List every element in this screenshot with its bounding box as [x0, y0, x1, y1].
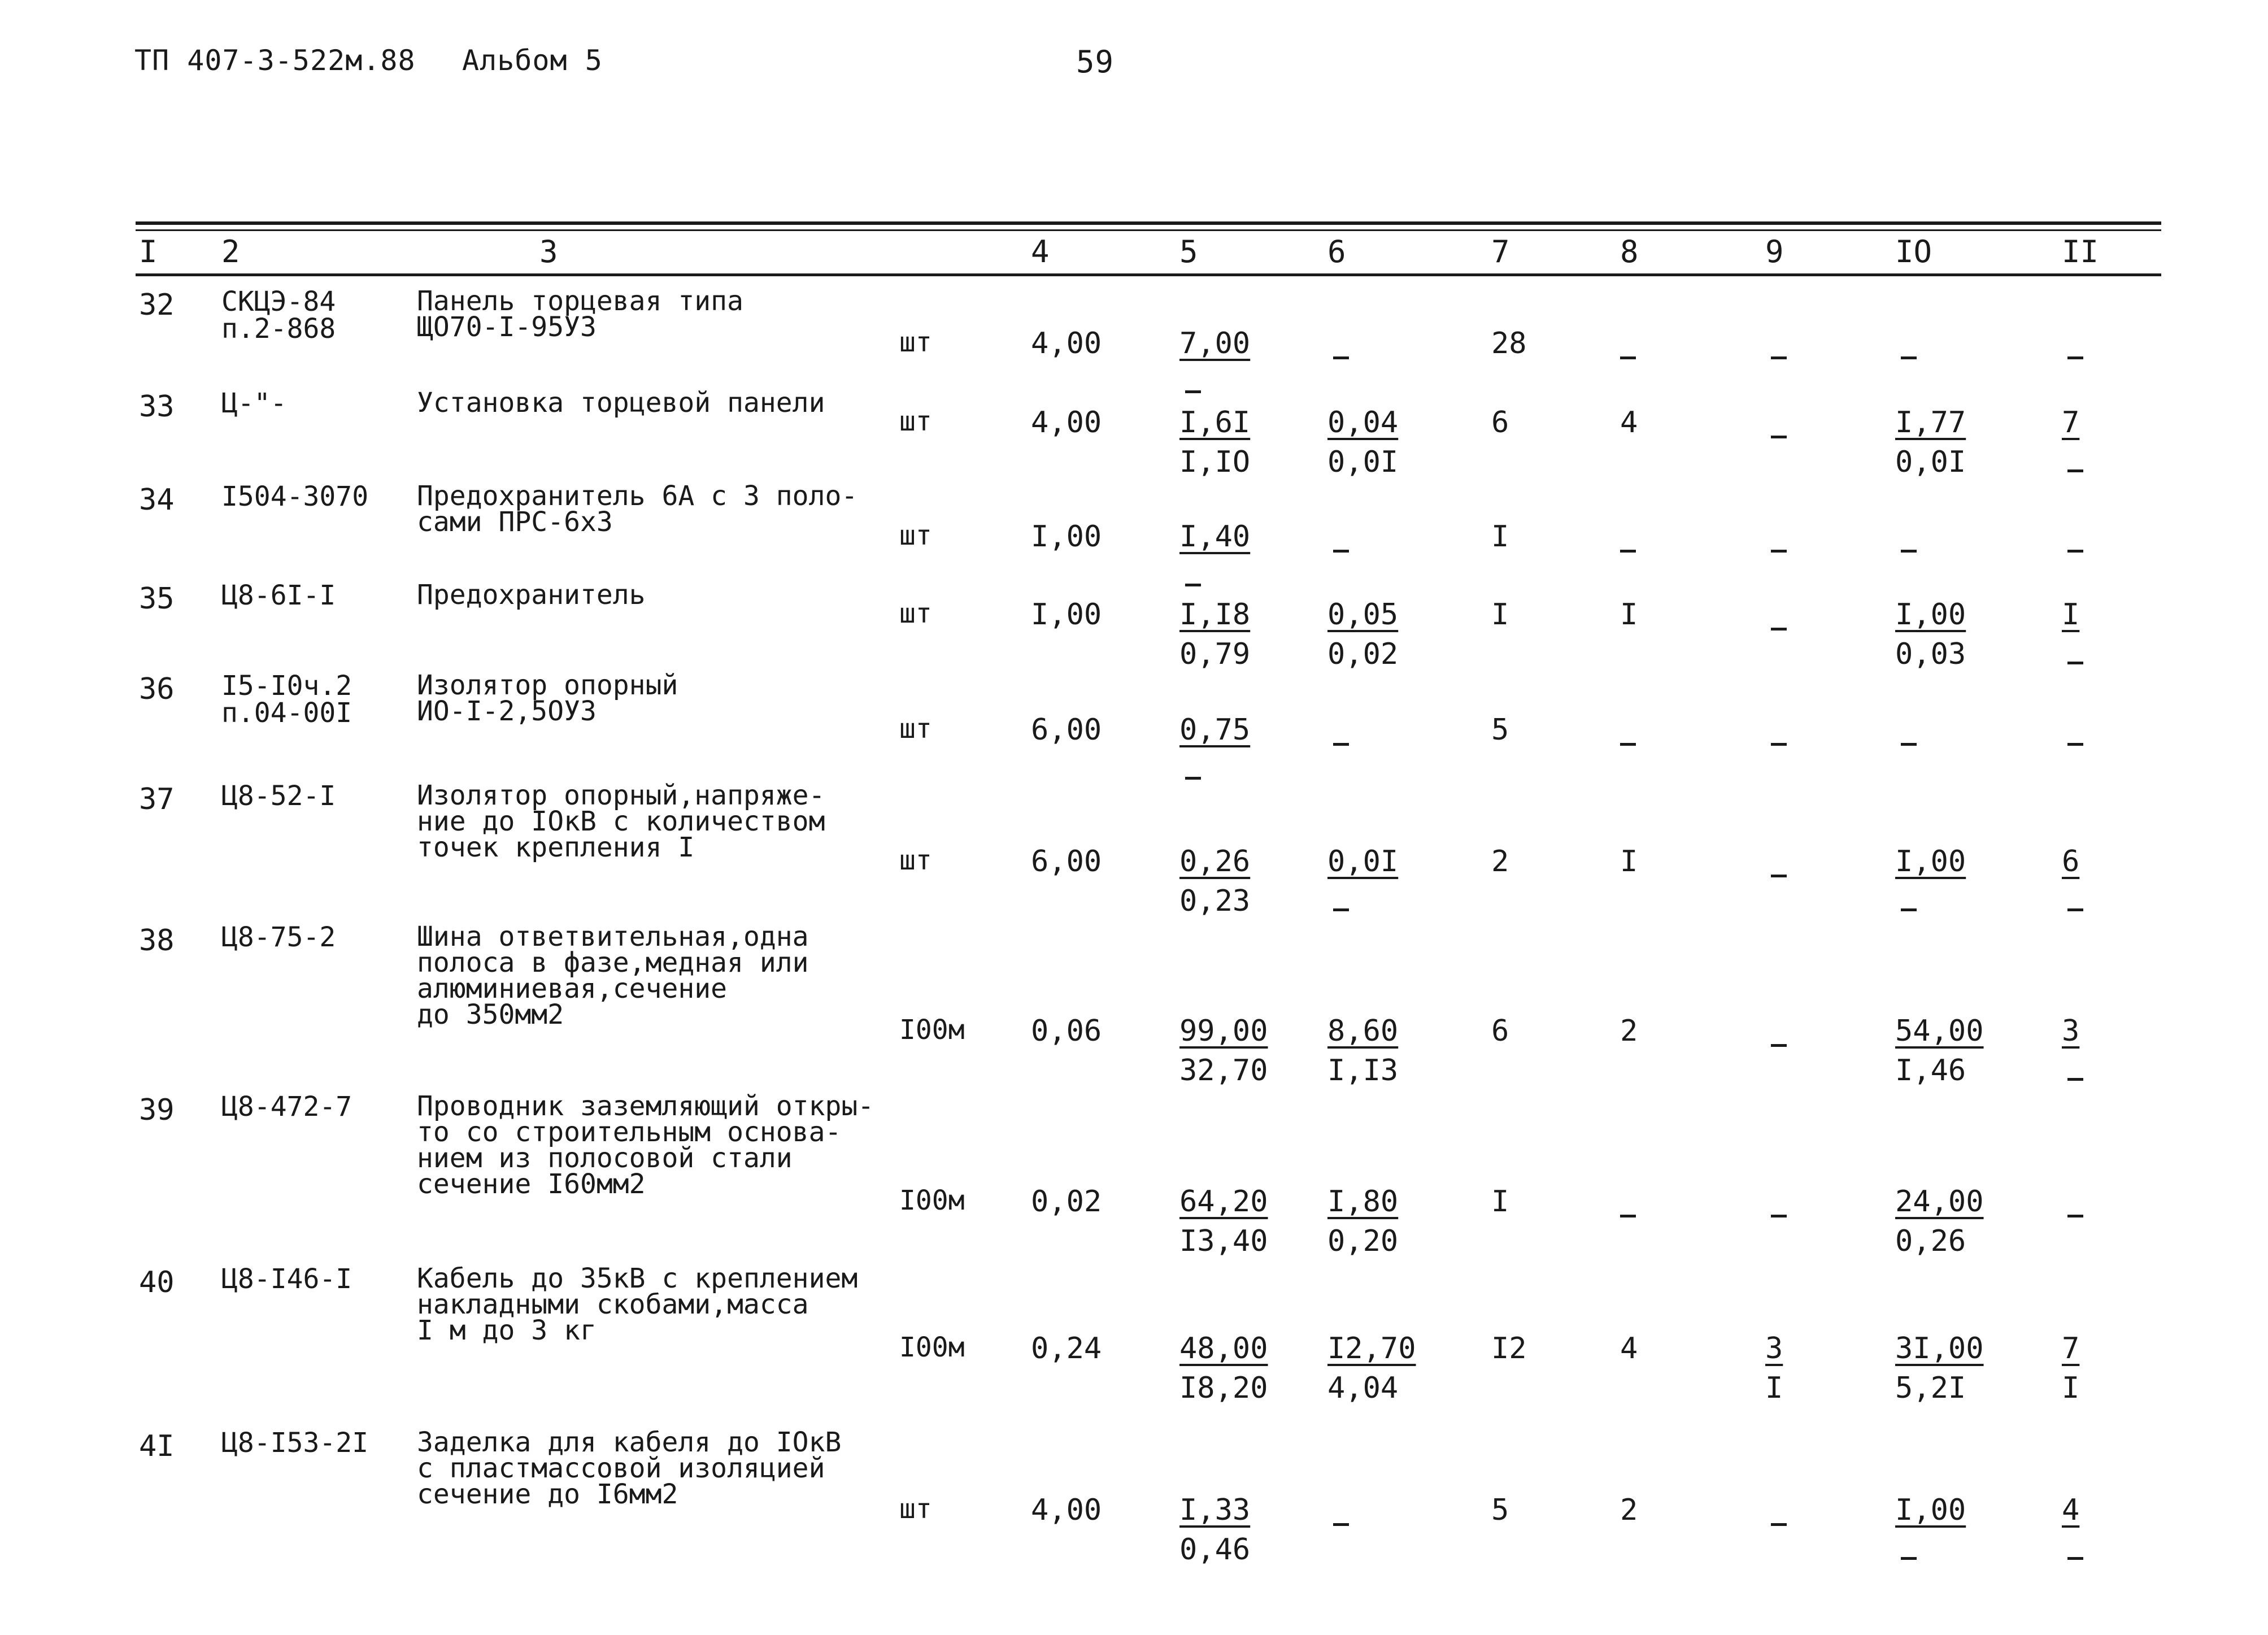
row-col7: I — [1491, 520, 1509, 554]
row-description-line: Изолятор опорный — [417, 669, 678, 701]
column-number-9: 9 — [1765, 234, 1784, 269]
row-col6-top: 0,0I — [1327, 845, 1399, 879]
row-number: 39 — [139, 1093, 175, 1127]
row-unit: шт — [899, 327, 932, 358]
row-col9-top-dash — [1771, 743, 1787, 746]
column-number-5: 5 — [1179, 234, 1198, 269]
row-description — [417, 1263, 858, 1346]
column-number-2: 2 — [221, 234, 240, 269]
row-col11-bottom: I — [2062, 1371, 2080, 1405]
row-code-line: Ц8-52-I — [221, 780, 336, 812]
row-col6-top: 8,60 — [1327, 1014, 1399, 1048]
row-description — [417, 579, 646, 611]
row-unit: I00м — [899, 1014, 965, 1046]
row-col11-top: 7 — [2062, 1332, 2080, 1366]
row-description-line: ние до IОкВ с количеством — [417, 806, 825, 837]
row-col9-top-dash — [1771, 1044, 1787, 1047]
row-col5-bottom-dash — [1185, 390, 1201, 393]
row-col10-bottom: 0,03 — [1895, 637, 1966, 671]
row-col10-bottom-dash — [1901, 908, 1917, 911]
row-description-line: сечение I60мм2 — [417, 1168, 646, 1200]
row-col8-dash — [1620, 743, 1636, 746]
row-col11-bottom-dash — [2067, 1557, 2083, 1560]
row-col10-top: I,00 — [1895, 598, 1966, 632]
row-col5-top: 48,00 — [1179, 1332, 1268, 1366]
row-quantity: 6,00 — [1031, 845, 1102, 879]
row-code-line: I504-3070 — [221, 481, 369, 512]
row-col6-bottom: 0,02 — [1327, 637, 1399, 671]
row-quantity: I,00 — [1031, 598, 1102, 632]
row-col6-top: 0,05 — [1327, 598, 1399, 632]
album-label: Альбом 5 — [462, 44, 603, 77]
header-bottom-rule — [136, 273, 2161, 276]
row-col5-top: 0,75 — [1179, 713, 1251, 747]
row-col10-top: 24,00 — [1895, 1185, 1984, 1219]
row-col8: 4 — [1620, 406, 1638, 440]
row-description-line: Предохранитель 6А с 3 поло- — [417, 480, 858, 512]
row-description — [417, 780, 825, 863]
row-unit: шт — [899, 406, 932, 437]
row-col5-top: 7,00 — [1179, 327, 1251, 360]
document-code: ТП 407-3-522м.88 — [134, 44, 416, 77]
row-col11-bottom-dash — [2067, 1078, 2083, 1081]
row-col6-top-dash — [1333, 1523, 1349, 1526]
row-col6-top: 0,04 — [1327, 406, 1399, 440]
row-col7: 5 — [1491, 713, 1509, 747]
row-code-line: Ц-"- — [221, 388, 287, 419]
row-col7: 5 — [1491, 1493, 1509, 1527]
row-col8-dash — [1620, 550, 1636, 553]
row-col6-bottom: I,I3 — [1327, 1054, 1399, 1088]
row-col9-top-dash — [1771, 1215, 1787, 1217]
row-unit: шт — [899, 713, 932, 745]
row-col10-top: I,00 — [1895, 845, 1966, 879]
row-col8: 2 — [1620, 1493, 1638, 1527]
row-description-line: Предохранитель — [417, 579, 646, 611]
row-col7: 6 — [1491, 406, 1509, 440]
row-col11-top — [2067, 532, 2083, 566]
row-col11-top-dash — [2067, 1215, 2083, 1217]
row-number: 37 — [139, 782, 175, 816]
row-col8 — [1620, 1197, 1636, 1231]
row-col5-bottom: 0,46 — [1179, 1533, 1251, 1567]
row-code — [221, 483, 368, 510]
row-col5-bottom: 0,23 — [1179, 884, 1251, 918]
row-unit: I00м — [899, 1185, 965, 1216]
row-col11-top: I — [2062, 598, 2080, 632]
row-code — [221, 672, 352, 727]
row-col9-top — [1771, 1506, 1787, 1540]
row-col8 — [1620, 339, 1636, 373]
row-number: 38 — [139, 924, 175, 958]
column-number-8: 8 — [1620, 234, 1639, 269]
row-description-line: ИО-I-2,5ОУ3 — [417, 695, 597, 727]
row-unit: шт — [899, 845, 932, 876]
row-col5-bottom-dash — [1185, 777, 1201, 780]
row-col6-bottom — [1333, 891, 1349, 925]
row-col8 — [1620, 725, 1636, 759]
row-description — [417, 285, 743, 343]
row-code — [221, 1427, 369, 1459]
row-number: 36 — [139, 672, 175, 706]
row-col10-top: I,77 — [1895, 406, 1966, 440]
row-col9-top-dash — [1771, 356, 1787, 359]
row-col9-top — [1771, 339, 1787, 373]
row-col11-top: 3 — [2062, 1014, 2080, 1048]
row-col9-top-dash — [1771, 1523, 1787, 1526]
row-code — [221, 782, 336, 810]
row-col10-bottom: I,46 — [1895, 1054, 1966, 1088]
row-description-line: накладными скобами,масса — [417, 1289, 809, 1320]
row-quantity: 0,24 — [1031, 1332, 1102, 1366]
row-col9-top — [1771, 857, 1787, 891]
row-col11-bottom-dash — [2067, 469, 2083, 472]
row-col11-top: 4 — [2062, 1493, 2080, 1527]
row-code — [221, 1091, 352, 1123]
row-col10-top: 3I,00 — [1895, 1332, 1984, 1366]
row-quantity: 6,00 — [1031, 713, 1102, 747]
row-description — [417, 669, 678, 727]
row-description-line: Заделка для кабеля до IОкВ — [417, 1427, 842, 1458]
row-col5-bottom: 0,79 — [1179, 637, 1251, 671]
row-col11-top — [2067, 1197, 2083, 1231]
row-col11-bottom — [2067, 452, 2083, 486]
row-col5-top: I,6I — [1179, 406, 1251, 440]
row-col6-top — [1333, 532, 1349, 566]
column-number-10: IO — [1895, 234, 1932, 269]
row-col5-bottom — [1185, 566, 1201, 600]
row-quantity: 4,00 — [1031, 1493, 1102, 1527]
row-col9-top — [1771, 418, 1787, 452]
row-col5-top: I,33 — [1179, 1493, 1251, 1527]
table-top-rule — [136, 221, 2161, 225]
column-number-11: II — [2062, 234, 2099, 269]
row-col6-top — [1333, 1506, 1349, 1540]
row-col7: I — [1491, 1185, 1509, 1219]
row-description-line: с пластмассовой изоляцией — [417, 1453, 825, 1484]
row-col10-top — [1901, 725, 1917, 759]
row-col7: I — [1491, 598, 1509, 632]
row-code — [221, 582, 336, 609]
row-description-line: нием из полосовой стали — [417, 1142, 793, 1174]
row-description — [417, 387, 825, 419]
row-code-line: Ц8-75-2 — [221, 921, 336, 953]
row-col9-top — [1771, 1197, 1787, 1231]
row-number: 34 — [139, 483, 175, 517]
row-col6-top — [1333, 725, 1349, 759]
row-col5-top: I,40 — [1179, 520, 1251, 554]
row-code-line: I5-I0ч.2 — [221, 670, 352, 702]
row-description-line: точек крепления I — [417, 832, 695, 863]
column-number-7: 7 — [1491, 234, 1510, 269]
row-unit: шт — [899, 520, 932, 551]
row-quantity: 0,02 — [1031, 1185, 1102, 1219]
row-col6-bottom: 0,20 — [1327, 1224, 1399, 1258]
row-description-line: то со строительным основа- — [417, 1116, 842, 1148]
column-number-6: 6 — [1327, 234, 1346, 269]
row-quantity: 4,00 — [1031, 406, 1102, 440]
row-description-line: Кабель до 35кВ с креплением — [417, 1263, 858, 1294]
page-number: 59 — [1076, 44, 1115, 80]
row-col8-dash — [1620, 1215, 1636, 1217]
row-col9-top: 3 — [1765, 1332, 1783, 1366]
row-col5-top: 64,20 — [1179, 1185, 1268, 1219]
row-col10-bottom: 5,2I — [1895, 1371, 1966, 1405]
row-col5-bottom: I,IO — [1179, 445, 1251, 479]
row-col10-top — [1901, 339, 1917, 373]
row-col11-top-dash — [2067, 743, 2083, 746]
row-col10-top: 54,00 — [1895, 1014, 1984, 1048]
row-description-line: сами ПРС-6х3 — [417, 506, 613, 538]
row-col9-top — [1771, 610, 1787, 644]
row-col5-bottom: 32,70 — [1179, 1054, 1268, 1088]
row-col5-bottom — [1185, 373, 1201, 407]
row-description-line: Изолятор опорный,напряже- — [417, 780, 825, 811]
row-col11-bottom — [2067, 1540, 2083, 1573]
row-description — [417, 1090, 874, 1200]
row-col11-top-dash — [2067, 550, 2083, 553]
row-col11-top: 6 — [2062, 845, 2080, 879]
row-col10-top-dash — [1901, 356, 1917, 359]
row-col7: I2 — [1491, 1332, 1527, 1366]
row-col5-bottom — [1185, 759, 1201, 793]
row-description — [417, 921, 809, 1030]
row-col5-bottom: I3,40 — [1179, 1224, 1268, 1258]
row-col8-dash — [1620, 356, 1636, 359]
row-col6-top-dash — [1333, 550, 1349, 553]
row-col11-bottom — [2067, 891, 2083, 925]
row-col8: I — [1620, 598, 1638, 632]
row-col9-top — [1771, 725, 1787, 759]
row-quantity: 0,06 — [1031, 1014, 1102, 1048]
row-col5-bottom: I8,20 — [1179, 1371, 1268, 1405]
row-description-line: Установка торцевой панели — [417, 387, 825, 419]
row-description-line: ЩО70-I-95У3 — [417, 311, 597, 343]
row-col10-bottom — [1901, 891, 1917, 925]
row-col10-top-dash — [1901, 743, 1917, 746]
row-col6-bottom-dash — [1333, 908, 1349, 911]
row-unit: I00м — [899, 1332, 965, 1363]
column-number-3: 3 — [539, 234, 558, 269]
row-col10-bottom — [1901, 1540, 1917, 1573]
row-col6-top-dash — [1333, 356, 1349, 359]
row-code — [221, 1263, 352, 1295]
row-description-line: полоса в фазе,медная или — [417, 947, 809, 979]
row-col7: 28 — [1491, 327, 1527, 360]
row-col9-top-dash — [1771, 628, 1787, 630]
row-col11-top — [2067, 725, 2083, 759]
column-number-1: I — [139, 234, 158, 269]
row-number: 40 — [139, 1266, 175, 1299]
row-code-line: п.04-00I — [221, 697, 352, 729]
row-col8: 4 — [1620, 1332, 1638, 1366]
row-col8 — [1620, 532, 1636, 566]
row-code-line: СКЦЭ-84 — [221, 286, 336, 318]
row-col6-top: I,80 — [1327, 1185, 1399, 1219]
row-col6-top-dash — [1333, 743, 1349, 746]
row-description-line: алюминиевая,сечение — [417, 973, 728, 1005]
row-col10-top: I,00 — [1895, 1493, 1966, 1527]
row-code — [221, 921, 336, 953]
row-description-line: сечение до I6мм2 — [417, 1479, 678, 1510]
row-col9-top-dash — [1771, 550, 1787, 553]
row-code — [221, 390, 287, 417]
row-description-line: I м до 3 кг — [417, 1315, 597, 1346]
row-col10-bottom-dash — [1901, 1557, 1917, 1560]
row-number: 35 — [139, 582, 175, 616]
row-col7: 2 — [1491, 845, 1509, 879]
row-code-line: Ц8-I53-2I — [221, 1427, 369, 1459]
row-col11-bottom-dash — [2067, 662, 2083, 664]
row-col10-top — [1901, 532, 1917, 566]
row-number: 4I — [139, 1429, 175, 1463]
column-number-4: 4 — [1031, 234, 1050, 269]
row-col6-bottom: 4,04 — [1327, 1371, 1399, 1405]
row-col5-bottom-dash — [1185, 584, 1201, 586]
row-col6-top: I2,70 — [1327, 1332, 1416, 1366]
row-col5-top: I,I8 — [1179, 598, 1251, 632]
row-col6-bottom: 0,0I — [1327, 445, 1399, 479]
row-description-line: до 350мм2 — [417, 999, 564, 1030]
row-description-line: Проводник заземляющий откры- — [417, 1090, 874, 1122]
row-code-line: Ц8-I46-I — [221, 1263, 352, 1295]
row-col8: I — [1620, 845, 1638, 879]
row-unit: шт — [899, 1493, 932, 1525]
row-col9-top — [1771, 1027, 1787, 1060]
table-top-rule-thin — [136, 229, 2161, 231]
row-code-line: п.2-868 — [221, 313, 336, 345]
row-col11-top: 7 — [2062, 406, 2080, 440]
row-col11-bottom — [2067, 644, 2083, 678]
row-col9-top-dash — [1771, 875, 1787, 877]
row-quantity: I,00 — [1031, 520, 1102, 554]
row-col10-top-dash — [1901, 550, 1917, 553]
row-description-line: Панель торцевая типа — [417, 285, 743, 317]
row-code-line: Ц8-6I-I — [221, 580, 336, 611]
row-col9-bottom: I — [1765, 1371, 1783, 1405]
row-col9-top — [1771, 532, 1787, 566]
row-col11-bottom — [2067, 1060, 2083, 1094]
row-col9-top-dash — [1771, 436, 1787, 438]
row-code-line: Ц8-472-7 — [221, 1091, 352, 1123]
row-col11-bottom-dash — [2067, 908, 2083, 911]
row-col8: 2 — [1620, 1014, 1638, 1048]
row-quantity: 4,00 — [1031, 327, 1102, 360]
row-col11-top-dash — [2067, 356, 2083, 359]
row-number: 33 — [139, 390, 175, 424]
row-col6-top — [1333, 339, 1349, 373]
row-number: 32 — [139, 288, 175, 322]
row-description — [417, 1427, 842, 1510]
row-description — [417, 480, 858, 538]
row-unit: шт — [899, 598, 932, 629]
row-col7: 6 — [1491, 1014, 1509, 1048]
row-col5-top: 0,26 — [1179, 845, 1251, 879]
row-description-line: Шина ответвительная,одна — [417, 921, 809, 953]
row-col5-top: 99,00 — [1179, 1014, 1268, 1048]
row-col10-bottom: 0,0I — [1895, 445, 1966, 479]
row-code — [221, 286, 336, 345]
row-col10-bottom: 0,26 — [1895, 1224, 1966, 1258]
row-col11-top — [2067, 339, 2083, 373]
